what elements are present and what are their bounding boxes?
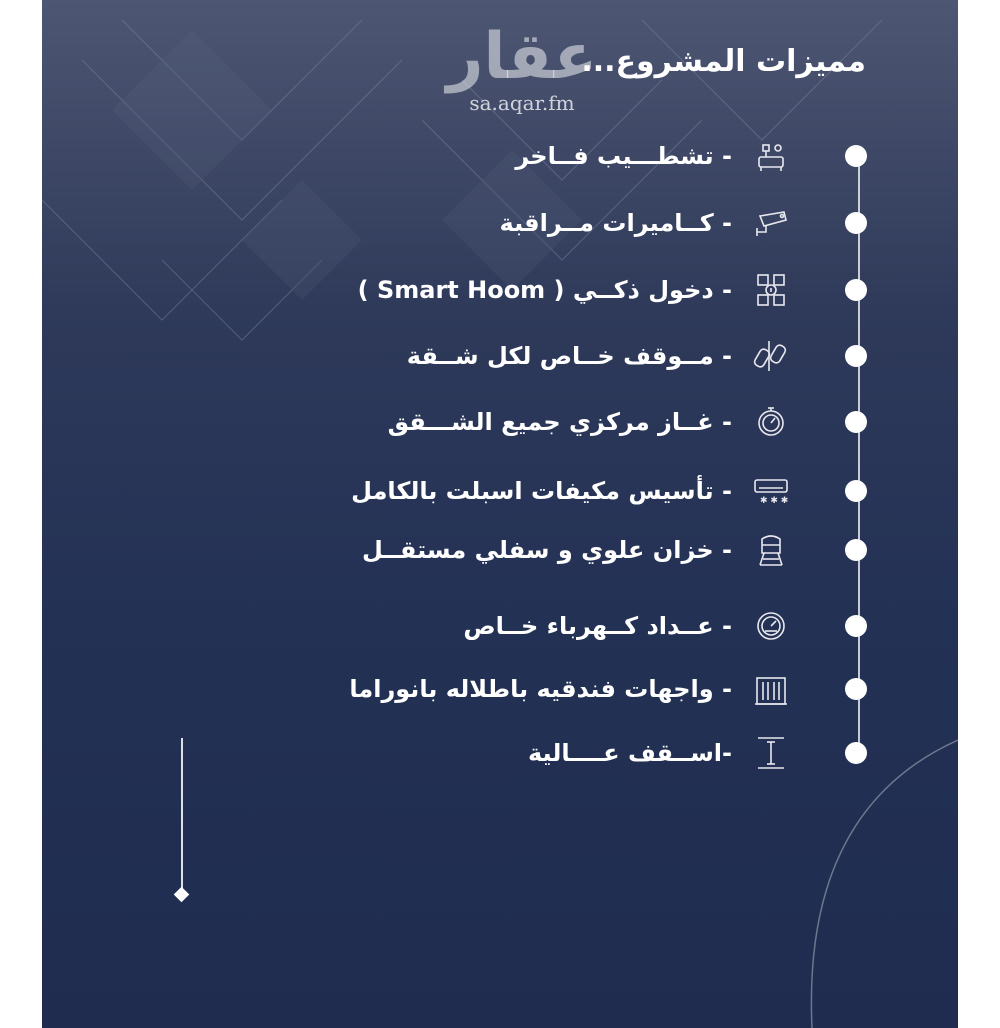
timeline-dot <box>845 145 867 167</box>
timeline-dot <box>845 539 867 561</box>
svg-text:✱ ✱ ✱: ✱ ✱ ✱ <box>760 496 789 506</box>
feature-row-smart-entry <box>42 270 958 310</box>
feature-label: - تشطـــيب فــاخر <box>515 142 732 170</box>
timeline-dot <box>845 480 867 502</box>
electric-meter-icon <box>752 607 790 645</box>
page-title: مميزات المشروع... <box>581 44 866 79</box>
decorative-vertical-line <box>181 738 183 888</box>
timeline-dot <box>845 678 867 700</box>
gas-meter-icon <box>752 403 790 441</box>
feature-label: - عــداد كــهرباء خــاص <box>463 612 732 640</box>
feature-row-cameras <box>42 203 958 243</box>
feature-label: - كــاميرات مــراقبة <box>499 209 732 237</box>
decorative-arc <box>742 700 958 1028</box>
timeline-dot <box>845 212 867 234</box>
feature-label: -اســقف عــــالية <box>528 739 732 767</box>
feature-label: - خزان علوي و سفلي مستقــل <box>362 536 732 564</box>
smart-lock-icon <box>752 271 790 309</box>
feature-row-parking <box>42 336 958 376</box>
bathroom-fixtures-icon <box>752 137 790 175</box>
timeline-dot <box>845 615 867 637</box>
feature-row-water-tank <box>42 530 958 570</box>
watermark-url: sa.aqar.fm <box>469 91 575 115</box>
timeline-dot <box>845 279 867 301</box>
security-camera-icon <box>752 204 790 242</box>
watermark-logo: عقار <box>446 20 598 94</box>
parking-cars-icon <box>752 337 790 375</box>
split-ac-icon <box>752 472 790 510</box>
water-tank-icon <box>752 531 790 569</box>
timeline-dot <box>845 411 867 433</box>
feature-label: - مــوقف خــاص لكل شــقة <box>406 342 732 370</box>
feature-label: - غــاز مركزي جميع الشـــقق <box>387 408 732 436</box>
decorative-diamond <box>174 887 190 903</box>
feature-row-ac <box>42 471 958 511</box>
feature-label: - دخول ذكــي ( Smart Hoom ) <box>357 276 732 304</box>
feature-label: - تأسيس مكيفات اسبلت بالكامل <box>351 477 732 505</box>
feature-row-gas <box>42 402 958 442</box>
feature-row-finishing <box>42 136 958 176</box>
feature-label: - واجهات فندقيه باطلاله بانوراما <box>349 675 732 703</box>
timeline-dot <box>845 345 867 367</box>
features-panel <box>42 0 958 1028</box>
feature-row-electric-meter <box>42 606 958 646</box>
